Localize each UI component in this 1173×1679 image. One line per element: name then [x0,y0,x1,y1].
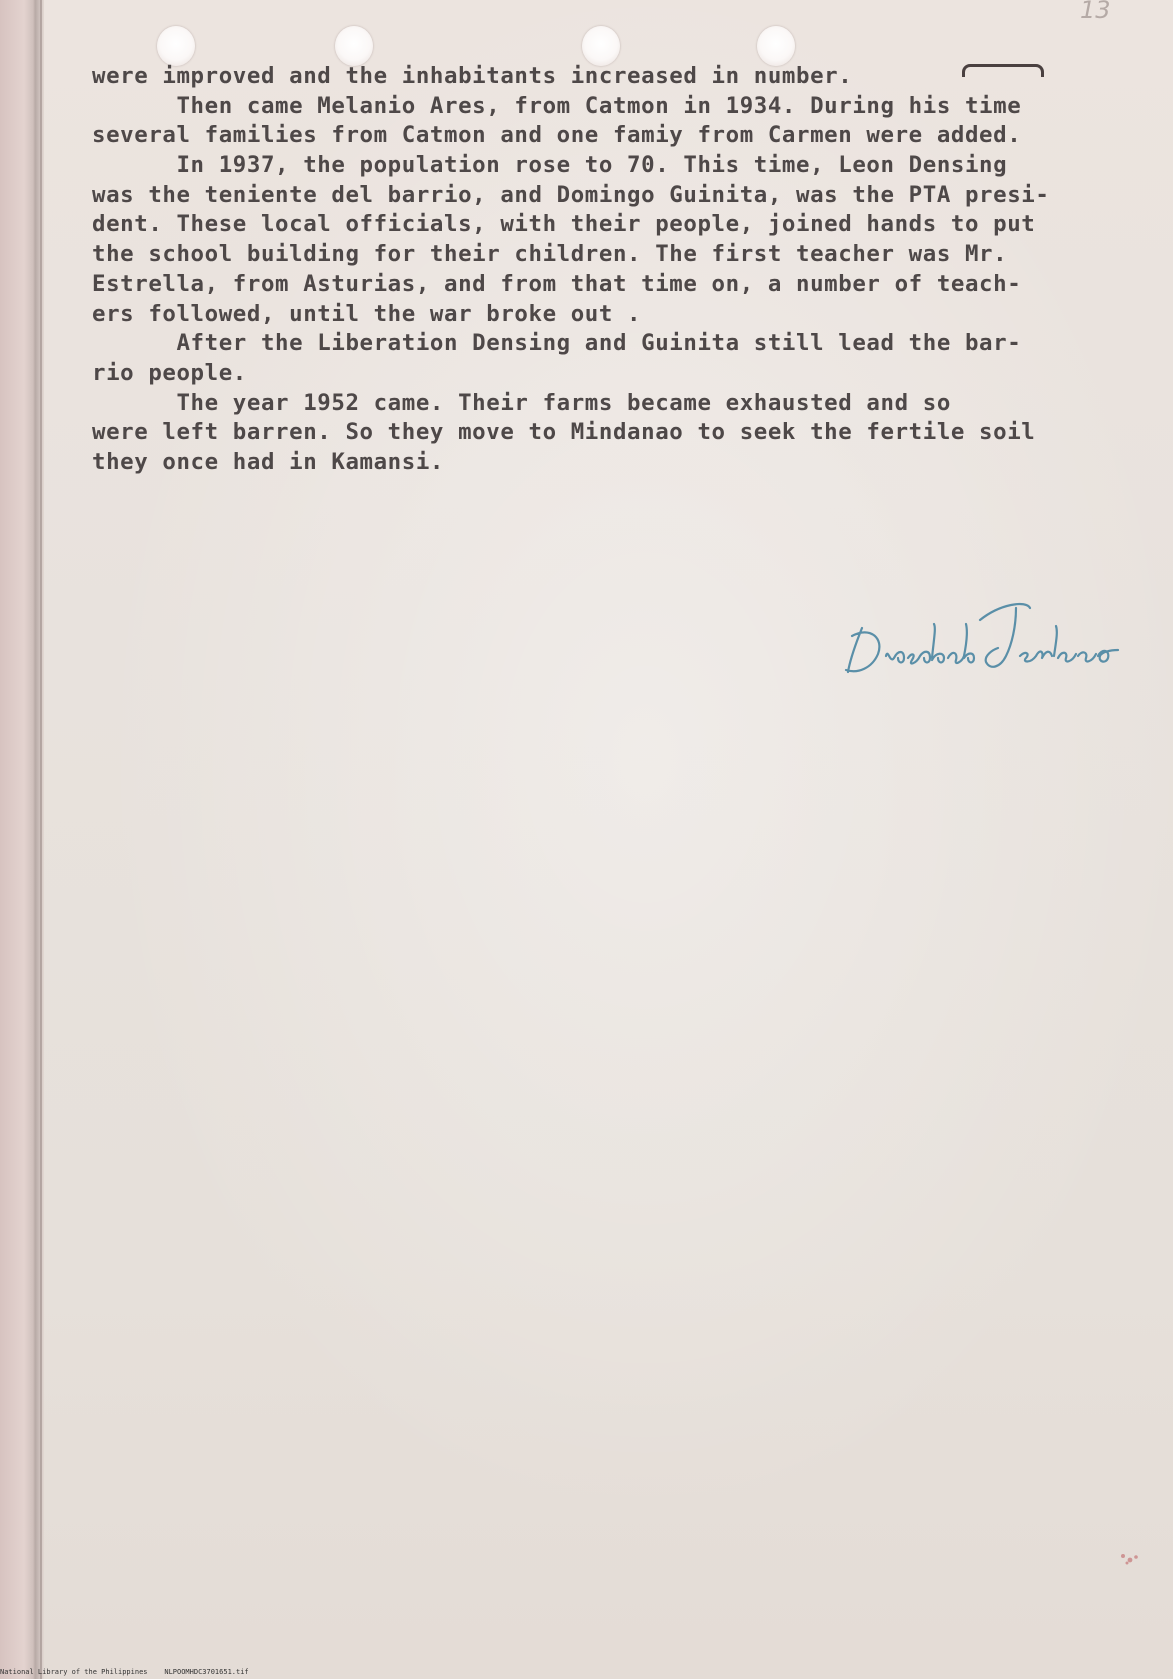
handwritten-signature [840,598,1170,688]
text-line: were left barren. So they move to Mindanao to seek the fertile soil [92,419,1036,446]
text-line: was the teniente del barrio, and Domingo Guinita, was the PTA presi- [92,181,1050,208]
punch-hole [157,26,195,66]
text-line: Then came Melanio Ares, from Catmon in 1934. During his time [92,92,1022,119]
text-line: dent. These local officials, with their people, joined hands to put [92,211,1036,238]
text-line: Estrella, from Asturias, and from that time on, a number of teach- [92,270,1022,297]
page-number: 13 [1080,0,1111,24]
text-line: In 1937, the population rose to 70. This time, Leon Densing [92,152,1008,179]
text-line: were improved and the inhabitants increased in number. [92,63,853,89]
text-line: The year 1952 came. Their farms became exhausted and so [92,389,951,416]
text-line: ers followed, until the war broke out . [92,300,642,327]
punch-hole [757,26,795,66]
archive-footer: National Library of the Philippines NLPOOMHDC3701651.tif [0,1668,249,1676]
ink-smudge-mark [1118,1548,1140,1568]
punch-hole [335,26,373,66]
punch-hole [582,26,620,66]
page-fold-line [40,0,42,1679]
binding-edge [0,0,44,1679]
text-line: the school building for their children. The first teacher was Mr. [92,241,1008,268]
text-line: After the Liberation Densing and Guinita still lead the bar- [92,330,1022,357]
text-line: several families from Catmon and one famiy from Carmen were added. [92,122,1022,149]
text-line: they once had in Kamansi. [92,448,445,475]
typed-body-text [92,62,1132,478]
text-line: rio people. [92,359,247,386]
